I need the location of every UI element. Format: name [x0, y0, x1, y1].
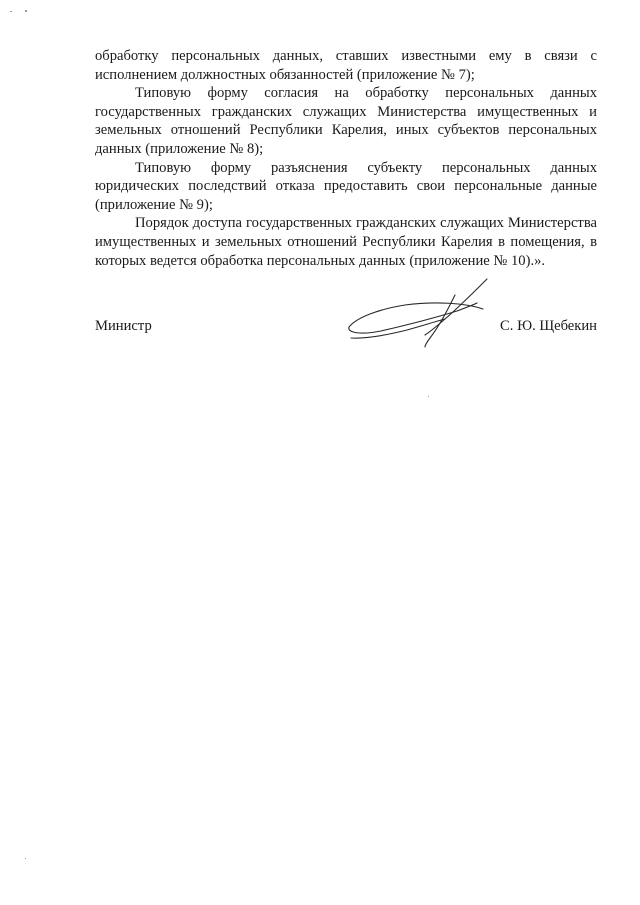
scan-dot	[10, 11, 12, 12]
document-body	[95, 47, 597, 270]
paragraph-appendix-10: Порядок доступа государственных гражданских служащих Министерства имущественных и земельных отношений Республики Карелия в помещения, в которых ведется обработка персональных данных (приложение № 10).».	[95, 215, 597, 269]
handwritten-signature	[345, 275, 495, 355]
paragraph-appendix-7: обработку персональных данных, ставших известными ему в связи с исполнением должностных обязанностей (приложение № 7);	[95, 48, 597, 83]
scan-dot	[428, 396, 429, 397]
scan-dot	[25, 10, 27, 12]
scan-dot	[25, 858, 26, 859]
signatory-name: С. Ю. Щебекин	[500, 318, 597, 334]
signatory-title: Министр	[95, 318, 152, 334]
paragraph-appendix-9: Типовую форму разъяснения субъекту персональных данных юридических последствий отказа предоставить свои персональные данные (приложение № 9);	[95, 159, 597, 213]
paragraph-appendix-8: Типовую форму согласия на обработку персональных данных государственных гражданских служащих Министерства имущественных и земельных отношений Республики Карелия, иных субъектов персональных данных (приложение № 8);	[95, 85, 597, 157]
signature-block	[95, 310, 597, 350]
